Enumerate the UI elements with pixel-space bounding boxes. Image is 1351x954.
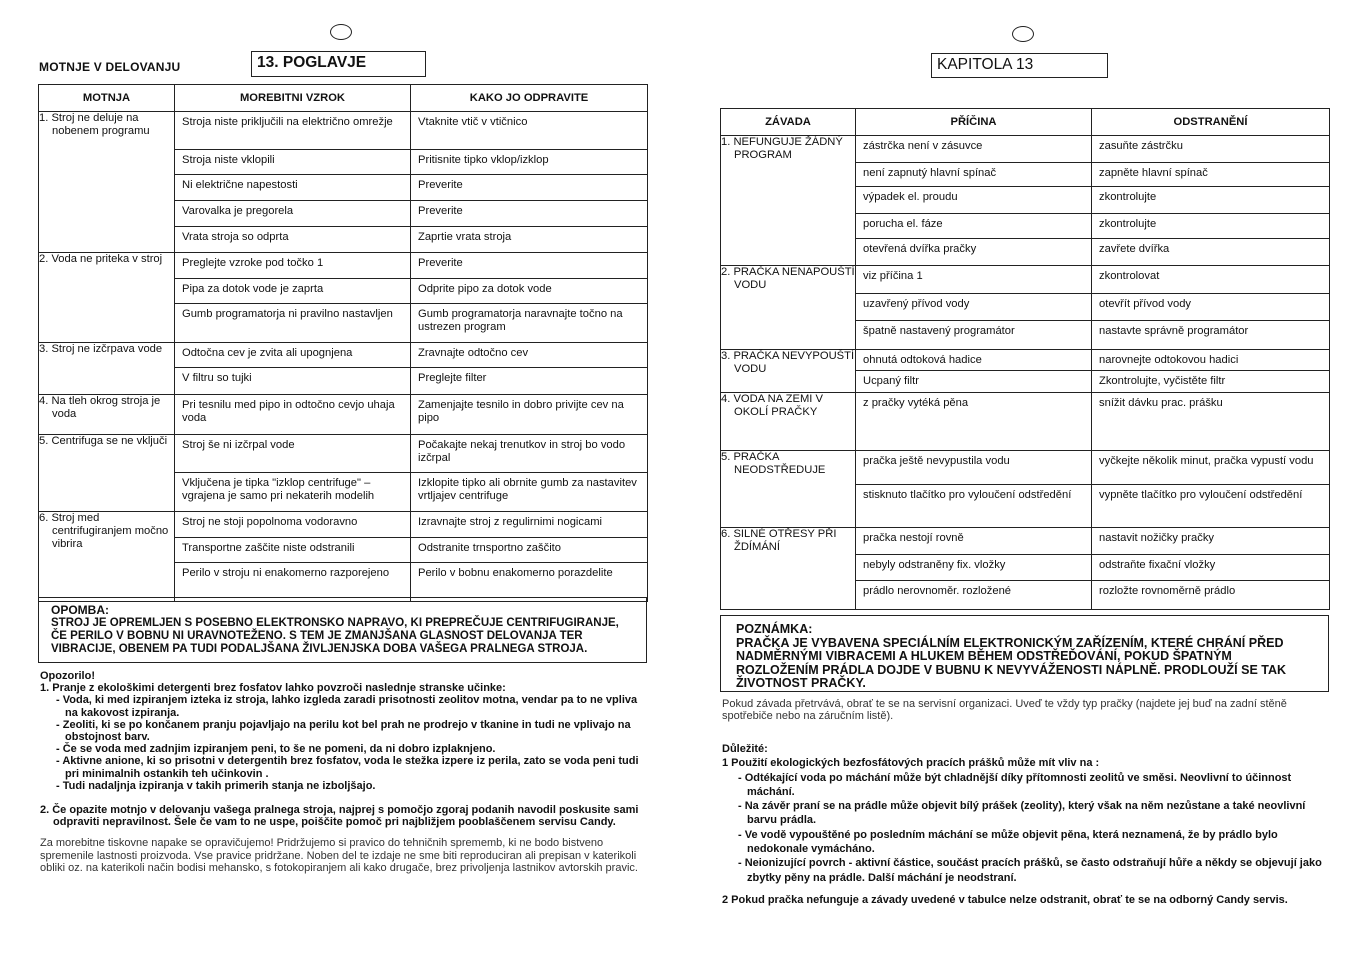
cause-text: Ucpaný filtr [863,375,919,387]
bullet-text: Na závěr praní se na prádle může objevit bílý prášek (zeolity), který však na něm nezůstane a také neovlivní barvu prádla. [744,800,1306,827]
fault-group-row [39,395,648,435]
fault-cell [721,528,856,610]
cause-cell [856,451,1092,528]
remedy-cell [1092,266,1330,350]
language-marker-oval [330,24,352,40]
note-body: PRAČKA JE VYBAVENA SPECIÁLNÍM ELEKTRONICKÝM ZAŘÍZENÍM, KTERÉ CHRÁNÍ PŘED NADMĚRNÝMI VIBRACEMI A HLUKEM BĚHEM ODSTŘEĎOVÁNÍ, POKUD ŠPATNÝM ROZLOŽENÍM PRÁDLA DOJDE V BUBNU K NEVYVÁŽENOSTI NÁPLNĚ. PRODLOUŽÍ SE TAK ŽIVOTNOST PRAČKY. [736,635,1287,690]
fault-group-row [721,528,1330,610]
bullet-item [722,828,1328,857]
column-header-cause: MOREBITNI VZROK [175,85,411,112]
cause-cell [856,136,1092,266]
fault-cell [721,136,856,266]
remedy-text: Odstranite trnsportno zaščito [411,538,647,563]
fault-group-row [39,512,648,602]
troubleshooting-table [38,84,648,602]
bullet-text: Aktivne anione, ki so prisotni v detergentih brez fosfatov, voda le stežka izpere iz perila, zato se voda peni tudi pri minimalnih ostankih teh učinkovin . [62,755,639,780]
disclaimer-text: Za morebitne tiskovne napake se opravičujemo! Pridržujemo si pravico do tehničnih sprememb, ki ne bodo bistveno spremenile lastnosti proizvoda. Vse pravice pridržane. Noben del te izdaje ne sme biti reproduciran ali prepisan v katerikoli obliki oz. na katerikoli način bodisi mehansko, s fotokopiranjem ali kako drugače, brez privoljenja lastnikov avtorskih pravic. [40,837,638,874]
cause-text: Pri tesnilu med pipo in odtočno cevjo uhaja voda [182,399,395,424]
bullet-dash: - [738,771,745,784]
remedy-text: Gumb programatorja naravnajte točno na ustrezen program [418,308,623,333]
remedy-cell [1092,350,1330,393]
cause-text: špatně nastavený programátor [863,325,1015,337]
bullet-item [40,780,645,792]
remedy-text: Izravnajte stroj z regulirnimi nogicami [411,512,647,538]
remedy-cell [411,512,648,602]
cause-text: Stroja niste vklopili [175,150,410,175]
cause-text: otevřená dvířka pračky [863,243,977,255]
fault-cell [721,451,856,528]
fault-cell [39,435,175,512]
cause-text: uzavřený přívod vody [856,294,1091,321]
language-marker-oval [1012,26,1034,42]
note-body: STROJ JE OPREMLJEN S POSEBNO ELEKTRONSKO NAPRAVO, KI PREPREČUJE CENTRIFUGIRANJE, ČE PERILO V BOBNU NI URAVNOTEŽENO. S TEM JE ZMANJŠANA GLASNOST DELOVANJA TER VIBRACIJE, OBENEM PA TUDI PODALJŠANA ŽIVLJENJSKA DOBA VAŠEGA PRALNEGA STROJA. [51,617,619,655]
bullet-item [722,771,1328,800]
fault-cell [721,266,856,350]
remedy-text: otevřít přívod vody [1092,294,1329,321]
troubleshooting-table [720,108,1330,610]
important-section [722,742,1328,907]
cause-cell [175,343,411,395]
note-box [38,597,647,663]
cause-text: stisknuto tlačítko pro vyloučení odstředění [863,489,1072,501]
service-text: Pokud závada přetrvává, obrať te se na servisní organizaci. Uveď te vždy typ pračky (najdete jej buď na zadní stěně spotřebiče nebo na záručním listě). [722,698,1287,723]
section-title: MOTNJE V DELOVANJU [39,60,181,74]
column-header-fault: ZÁVADA [721,109,856,136]
remedy-text: snížit dávku prac. prášku [1099,397,1223,409]
bullet-item [40,743,645,755]
remedy-text: Počakajte nekaj trenutkov in stroj bo vodo izčrpal [411,435,647,473]
remedy-cell [1092,393,1330,451]
remedy-text: zasuňte zástrčku [1092,136,1329,163]
fault-group-row [721,266,1330,350]
fault-label: 4. Na tleh okrog stroja je voda [39,395,161,420]
remedy-text: Vtaknite vtič v vtičnico [411,112,647,150]
remedy-text: Perilo v bobnu enakomerno porazdelite [418,567,613,579]
service-section [722,698,1328,722]
fault-cell [39,343,175,395]
cause-text: Perilo v stroju ni enakomerno razporejeno [182,567,390,579]
cause-text: výpadek el. proudu [856,187,1091,214]
remedy-cell [411,253,648,343]
cause-text: není zapnutý hlavní spínač [856,163,1091,187]
bullet-text: Ve vodě vypouštěné po posledním máchání se může objevit pěna, která neznamená, že by prádlo bylo nedokonale vymácháno. [744,828,1278,856]
cause-cell [856,393,1092,451]
remedy-cell [411,112,648,253]
cause-text: Preglejte vzroke pod točko 1 [175,253,410,279]
fault-label: 1. NEFUNGUJE ŽÁDNÝ PROGRAM [721,136,843,161]
fault-group-row [39,343,648,395]
fault-group-row [721,136,1330,266]
warning-point-2: 2. Če opazite motnjo v delovanju vašega pralnega stroja, najprej s pomočjo zgoraj podanih navodil poskusite sami odpraviti nepravilnost. Šele če vam to ne uspe, poiščite pomoč pri najbližjem pooblaščenem servisu Candy. [40,804,639,829]
remedy-text: Pritisnite tipko vklop/izklop [411,150,647,175]
cause-cell [175,395,411,435]
bullet-text: Voda, ki med izpiranjem izteka iz stroja, lahko izgleda zaradi prisotnosti zeolitov motna, vendar pa to ne vpliva na kakovost izpiranja. [62,694,638,719]
fault-label: 6. Stroj med centrifugiranjem močno vibrira [39,512,169,550]
fault-label: 1. Stroj ne deluje na nobenem programu [39,112,150,137]
cause-text: Odtočna cev je zvita ali upognjena [175,343,410,368]
bullet-text: Odtékající voda po máchání může být chladnější díky přítomnosti zeolitů ve směsi. Neovlivní to účinnost máchání. [744,771,1292,798]
chapter-title: 13. POGLAVJE [251,51,426,77]
column-header-remedy: KAKO JO ODPRAVITE [411,85,648,112]
bullet-item [40,719,645,743]
cause-cell [175,253,411,343]
remedy-text: zkontrolujte [1092,214,1329,239]
cause-text: z pračky vytéká pěna [863,397,969,409]
bullet-item [722,799,1328,828]
cause-cell [175,435,411,512]
cause-text: pračka ještě nevypustila vodu [856,451,1091,485]
remedy-text: zavřete dvířka [1099,243,1170,255]
fault-cell [39,253,175,343]
bullet-text: Če se voda med zadnjim izpiranjem peni, to še ne pomeni, da ni dobro izplaknjeno. [62,743,496,756]
remedy-text: nastavit nožičky pračky [1092,528,1329,555]
bullet-item [40,694,645,718]
bullet-dash: - [56,779,63,792]
fault-label: 5. PRAČKA NEODSTŘEDUJE [721,451,826,476]
bullet-dash: - [56,743,63,756]
remedy-text: Preverite [411,201,647,227]
fault-cell [721,393,856,451]
cause-text: Ni električne napestosti [175,175,410,201]
fault-cell [721,350,856,393]
remedy-text: Odprite pipo za dotok vode [411,279,647,304]
remedy-text: nastavte správně programátor [1099,325,1249,337]
note-box [720,615,1329,692]
bullet-text: Zeoliti, ki se po končanem pranju pojavljajo na perilu kot bel prah ne prodrejo v tkanine in tudi ne vplivajo na obstojnost barv. [62,718,631,744]
column-header-remedy: ODSTRANĚNÍ [1092,109,1330,136]
cause-text: pračka nestojí rovně [856,528,1091,555]
fault-group-row [721,350,1330,393]
cause-cell [175,512,411,602]
bullet-dash: - [56,718,63,731]
cause-text: Vrata stroja so odprta [182,231,289,243]
remedy-text: Zravnajte odtočno cev [411,343,647,368]
fault-label: 3. PRAČKA NEVYPOUŠTÍ VODU [721,350,855,375]
cause-text: Stroja niste priključili na električno omrežje [175,112,410,150]
fault-label: 2. PRAČKA NENAPOUŠTÍ VODU [721,266,855,291]
remedy-text: rozložte rovnoměrně prádlo [1099,585,1236,597]
chapter-title: KAPITOLA 13 [931,53,1108,78]
remedy-text: vyčkejte několik minut, pračka vypustí vodu [1092,451,1329,485]
remedy-text: zapněte hlavní spínač [1092,163,1329,187]
cause-cell [856,528,1092,610]
fault-label: 4. VODA NA ZEMI V OKOLÍ PRAČKY [721,393,823,418]
bullet-dash: - [738,828,745,841]
remedy-cell [1092,136,1330,266]
fault-group-row [39,435,648,512]
remedy-text: Preglejte filter [418,372,487,384]
remedy-text: narovnejte odtokovou hadici [1092,350,1329,371]
remedy-cell [411,343,648,395]
bullet-dash: - [738,800,745,813]
important-title: Důležité: [722,743,768,755]
cause-text: Gumb programatorja ni pravilno nastavljen [182,308,393,320]
important-point-2: 2 Pokud pračka nefunguje a závady uvedené v tabulce nelze odstranit, obrať te se na odborný Candy servis. [722,893,1288,906]
remedy-cell [1092,528,1330,610]
bullet-dash: - [56,694,63,707]
warning-title: Opozorilo! [40,670,95,682]
cause-text: porucha el. fáze [856,214,1091,239]
cause-text: Varovalka je pregorela [175,201,410,227]
remedy-text: zkontrolovat [1092,266,1329,294]
remedy-text: zkontrolujte [1092,187,1329,214]
fault-cell [39,512,175,602]
cause-text: Vključena je tipka "izklop centrifuge" – vgrajena je samo pri nekaterih modelih [182,477,375,502]
fault-group-row [721,451,1330,528]
remedy-text: Preverite [411,175,647,201]
column-header-fault: MOTNJA [39,85,175,112]
cause-text: prádlo nerovnoměr. rozložené [863,585,1012,597]
cause-text: Stroj ne stoji popolnoma vodoravno [175,512,410,538]
fault-cell [39,395,175,435]
fault-group-row [39,112,648,253]
cause-text: Stroj še ni izčrpal vode [175,435,410,473]
cause-cell [856,266,1092,350]
note-title: OPOMBA: [51,603,109,617]
bullet-dash: - [738,857,745,870]
remedy-text: Preverite [411,253,647,279]
cause-text: Transportne zaščite niste odstranili [175,538,410,563]
fault-cell [39,112,175,253]
remedy-text: Izklopite tipko ali obrnite gumb za nastavitev vrtljajev centrifuge [418,477,637,502]
remedy-text: Zamenjajte tesnilo in dobro privijte cev na pipo [418,399,624,424]
fault-label: 2. Voda ne priteka v stroj [39,253,163,265]
cause-text: nebyly odstraněny fix. vložky [856,555,1091,581]
note-title: POZNÁMKA: [736,622,813,636]
remedy-text: odstraňte fixační vložky [1092,555,1329,581]
remedy-text: Zkontrolujte, vyčistěte filtr [1099,375,1226,387]
cause-text: ohnutá odtoková hadice [856,350,1091,371]
bullet-dash: - [56,755,63,768]
cause-cell [175,112,411,253]
cause-text: V filtru so tujki [182,372,252,384]
cause-text: zástrčka není v zásuvce [856,136,1091,163]
remedy-cell [411,435,648,512]
fault-group-row [721,393,1330,451]
fault-group-row [39,253,648,343]
fault-label: 5. Centrifuga se ne vključi [39,435,168,447]
bullet-item [40,755,645,779]
warning-section [40,670,645,874]
remedy-text: vypněte tlačítko pro vyloučení odstředění [1099,489,1303,501]
warning-point-1: 1. Pranje z ekološkimi detergenti brez fosfatov lahko povzroči naslednje stranske učinke: [40,682,506,695]
cause-text: Pipa za dotok vode je zaprta [175,279,410,304]
remedy-cell [411,395,648,435]
bullet-text: Neionizující povrch - aktivní částice, součást pracích prášků, se často odstraňují hůře a někdy se objevují jako zbytky pěny na prádle. Další máchání je neodstraní. [744,857,1322,884]
fault-label: 3. Stroj ne izčrpava vode [39,343,163,355]
cause-cell [856,350,1092,393]
bullet-text: Tudi nadaljnja izpiranja v takih primerih stanja ne izboljšajo. [62,779,376,792]
fault-label: 6. SILNÉ OTŘESY PŘI ŽDÍMÁNÍ [721,528,837,553]
important-point-1: 1 Použití ekologických bezfosfátových pracích prášků může mít vliv na : [722,757,1100,770]
column-header-cause: PŘÍČINA [856,109,1092,136]
remedy-text: Zaprtie vrata stroja [418,231,512,243]
cause-text: viz příčina 1 [856,266,1091,294]
remedy-cell [1092,451,1330,528]
bullet-item [722,856,1328,885]
